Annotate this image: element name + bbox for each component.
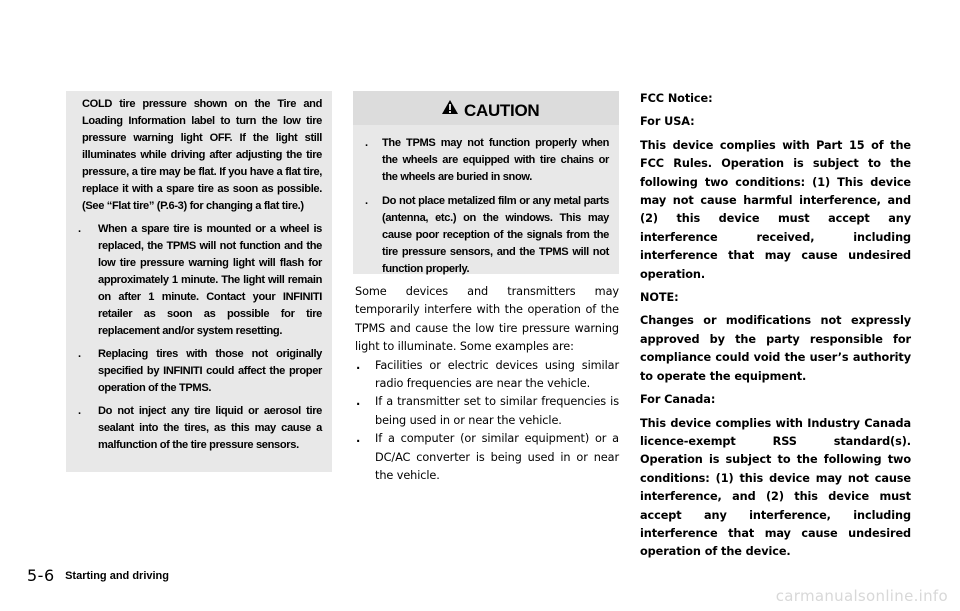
list-item [355,430,619,485]
tpms-info-box [66,91,332,472]
list-item-text: The TPMS may not function properly when the wheels are equipped with tire chains or the wheels are buried in snow. [382,137,609,183]
list-item [355,357,619,394]
list-item [365,193,609,278]
note-heading: NOTE: [640,291,679,305]
bullet-icon: . [356,358,361,372]
bullet-icon: . [365,195,368,207]
usa-heading: For USA: [640,115,695,129]
list-item [78,403,322,454]
bullet-icon: . [78,405,81,417]
interference-section [355,283,619,485]
page-number: 5-6 [27,566,55,585]
bullet-icon: . [356,395,361,409]
list-item [78,221,322,340]
list-item-text: Do not place metalized film or any metal parts (antenna, etc.) on the windows. This may cause poor reception of the signals from the tire pressure sensors, and the TPMS will not function properly. [382,195,609,275]
bullet-icon: . [78,348,81,360]
canada-text: This device complies with Industry Canada licence-exempt RSS standard(s). Operation is subject to the following two conditions: (1) this device may not cause interference, and (2) this device must accept any interference, including interference that may cause undesired operation of the device. [640,416,911,559]
list-item [355,393,619,430]
caution-header [353,91,619,125]
interference-intro: Some devices and transmitters may temporarily interfere with the operation of the TPMS and cause the low tire pressure warning light to illuminate. Some examples are: [355,285,619,354]
list-item-text: If a transmitter set to similar frequencies is being used in or near the vehicle. [375,395,619,427]
bullet-icon: . [365,137,368,149]
list-item-text: Facilities or electric devices using similar radio frequencies are near the vehicle. [375,358,619,391]
fcc-notice-heading: FCC Notice: [640,92,713,105]
warning-triangle-icon [441,99,459,115]
caution-box [353,91,619,274]
page-footer [27,566,169,586]
fcc-notice-section [640,90,911,567]
list-item-text: If a computer (or similar equipment) or a DC/AC converter is being used in or near the vehicle. [375,432,619,483]
caution-title: CAUTION [464,101,540,120]
canada-heading: For Canada: [640,393,716,407]
watermark[interactable]: carmanualsonline.info [775,587,948,605]
note-text: Changes or modifications not expressly approved by the party responsible for compliance could void the user’s authority to operate the equipment. [640,314,911,383]
list-item-text: Replacing tires with those not originally specified by INFINITI could affect the proper operation of the TPMS. [98,348,322,394]
bullet-icon: . [78,223,81,235]
usa-text: This device complies with Part 15 of the FCC Rules. Operation is subject to the following two conditions: (1) This device may not cause harmful interference, and (2) this device must accept any interference received, including interference that may cause undesired operation. [640,138,911,281]
list-item-text: Do not inject any tire liquid or aerosol tire sealant into the tires, as this may cause a malfunction of the tire pressure sensors. [98,405,322,451]
list-item [365,135,609,186]
list-item [78,346,322,397]
tpms-intro-text: COLD tire pressure shown on the Tire and Loading Information label to turn the low tire pressure warning light OFF. If the light still illuminates while driving after adjusting the tire pressure, a tire may be flat. If you have a flat tire, replace it with a spare tire as soon as possible. (See “Flat tire” (P.6-3) for changing a flat tire.) [82,98,322,212]
bullet-icon: . [356,432,361,446]
list-item-text: When a spare tire is mounted or a wheel is replaced, the TPMS will not function and the low tire pressure warning light will flash for approximately 1 minute. The light will remain on after 1 minute. Contact your INFINITI retailer as soon as possible for tire replacement and/or system resetting. [98,223,322,337]
section-title: Starting and driving [65,570,169,582]
